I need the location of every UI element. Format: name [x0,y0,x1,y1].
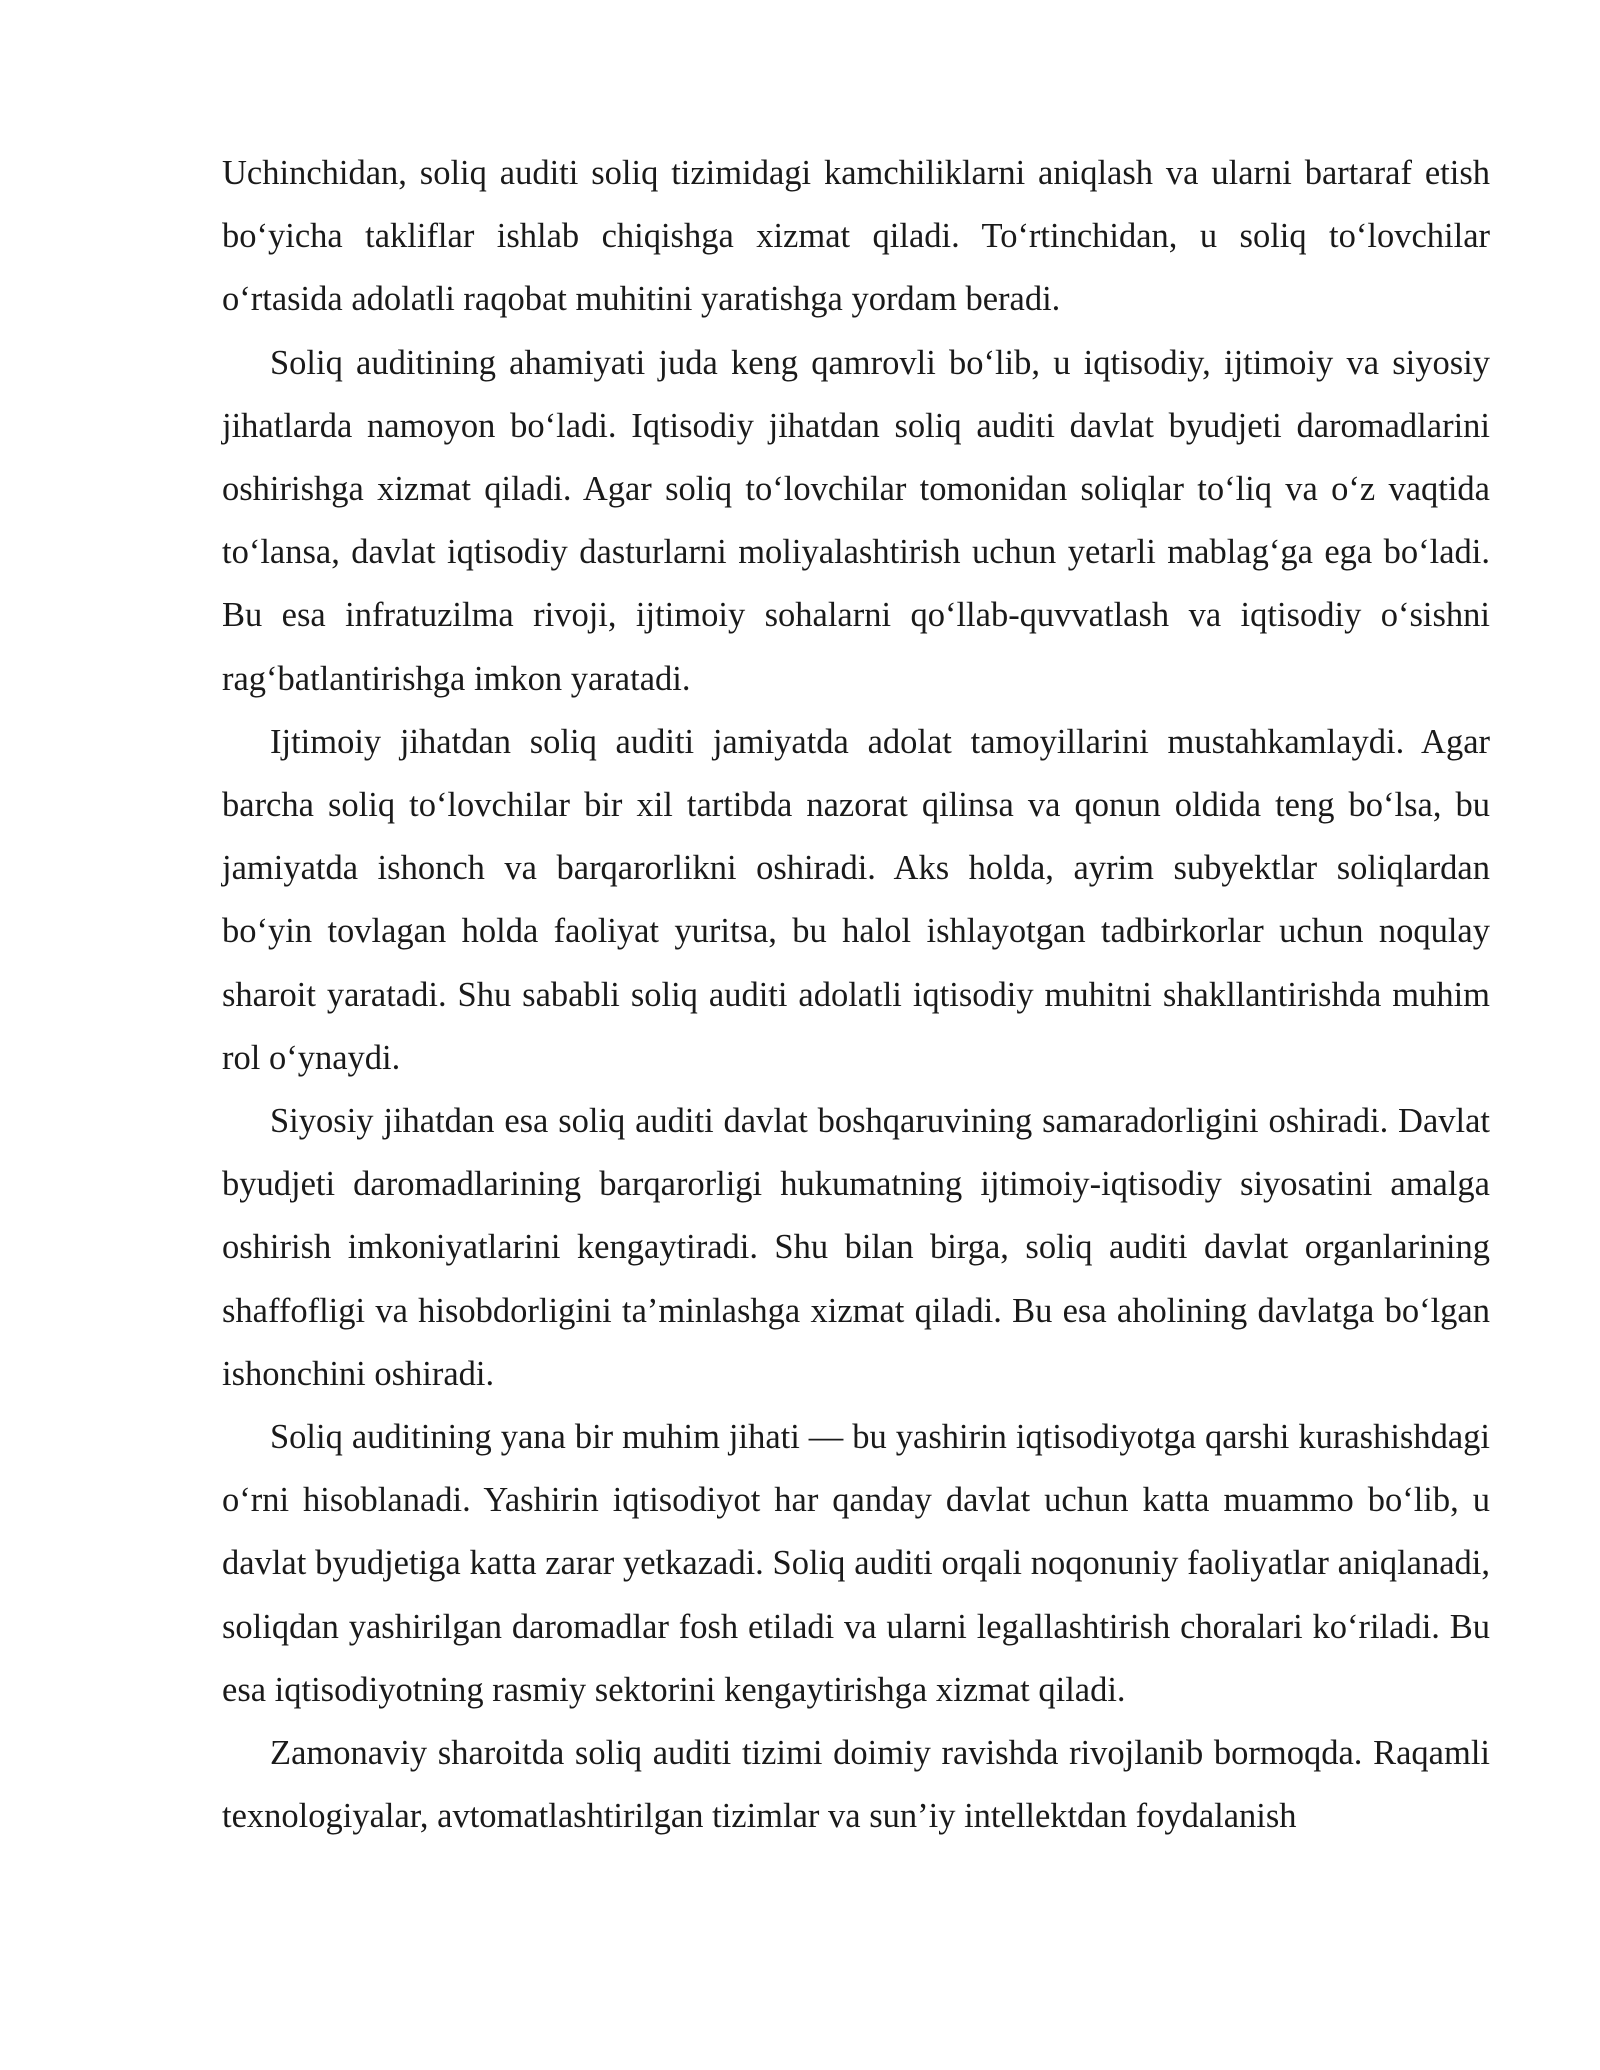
paragraph-importance: Soliq auditining ahamiyati juda keng qamrovli bo‘lib, u iqtisodiy, ijtimoiy va siyosiy jihatlarda namoyon bo‘ladi. Iqtisodiy jihatdan soliq auditi davlat byudjeti daromadlarini oshirishga xizmat qiladi. Agar soliq to‘lovchilar tomonidan soliqlar to‘liq va o‘z vaqtida to‘lansa, davlat iqtisodiy dasturlarni moliyalashtirish uchun yetarli mablag‘ga ega bo‘ladi. Bu esa infratuzilma rivoji, ijtimoiy sohalarni qo‘llab-quvvatlash va iqtisodiy o‘sishni rag‘batlantirishga imkon yaratadi. [222,343,1490,698]
paragraph-shadow-economy: Soliq auditining yana bir muhim jihati — bu yashirin iqtisodiyotga qarshi kurashishdagi o‘rni hisoblanadi. Yashirin iqtisodiyot har qanday davlat uchun katta muammo bo‘lib, u davlat byudjetiga katta zarar yetkazadi. Soliq auditi orqali noqonuniy faoliyatlar aniqlanadi, soliqdan yashirilgan daromadlar fosh etiladi va ularni legallashtirish choralari ko‘riladi. Bu esa iqtisodiyotning rasmiy sektorini kengaytirishga xizmat qiladi. [222,1418,1490,1709]
paragraph-continuation: Uchinchidan, soliq auditi soliq tizimidagi kamchiliklarni aniqlash va ularni bartaraf etish bo‘yicha takliflar ishlab chiqishga xizmat qiladi. To‘rtinchidan, u soliq to‘lovchilar o‘rtasida adolatli raqobat muhitini yaratishga yordam beradi. [222,154,1490,319]
paragraph-social-aspect: Ijtimoiy jihatdan soliq auditi jamiyatda adolat tamoyillarini mustahkamlaydi. Agar barcha soliq to‘lovchilar bir xil tartibda nazorat qilinsa va qonun oldida teng bo‘lsa, bu jamiyatda ishonch va barqarorlikni oshiradi. Aks holda, ayrim subyektlar soliqlardan bo‘yin tovlagan holda faoliyat yuritsa, bu halol ishlayotgan tadbirkorlar uchun noqulay sharoit yaratadi. Shu sababli soliq auditi adolatli iqtisodiy muhitni shakllantirishda muhim rol o‘ynaydi. [222,722,1490,1077]
paragraph-modern-conditions: Zamonaviy sharoitda soliq auditi tizimi doimiy ravishda rivojlanib bormoqda. Raqamli texnologiyalar, avtomatlashtirilgan tizimlar va sun’iy intellektdan foydalanish [222,1734,1490,1836]
paragraph-political-aspect: Siyosiy jihatdan esa soliq auditi davlat boshqaruvining samaradorligini oshiradi. Davlat byudjeti daromadlarining barqarorligi hukumatning ijtimoiy-iqtisodiy siyosatini amalga oshirish imkoniyatlarini kengaytiradi. Shu bilan birga, soliq auditi davlat organlarining shaffofligi va hisobdorligini ta’minlashga xizmat qiladi. Bu esa aholining davlatga bo‘lgan ishonchini oshiradi. [222,1102,1490,1393]
document-body [222,142,1490,1848]
